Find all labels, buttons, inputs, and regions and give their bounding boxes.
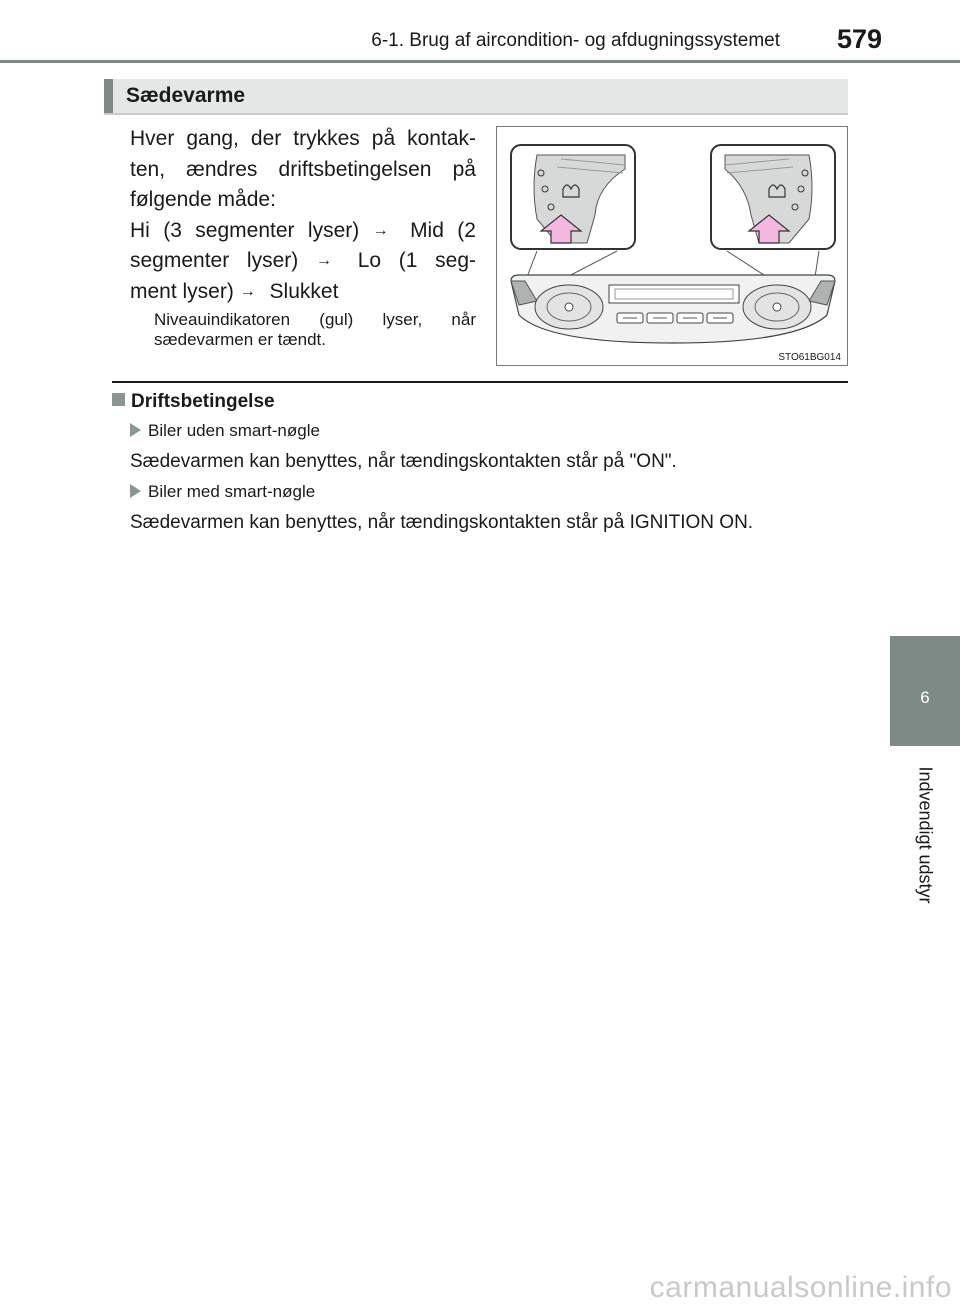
section-heading-accent — [104, 79, 113, 113]
operating-text: Sædevarmen kan benyttes, når tændingskontakten står på "ON". — [130, 451, 677, 472]
watermark: carmanualsonline.info — [649, 1271, 952, 1304]
intro-line: ten, ændres driftsbetingelsen på — [130, 157, 476, 181]
sequence-hi: Hi (3 segmenter lyser) — [130, 218, 360, 242]
section-heading-bar — [104, 79, 848, 115]
sequence-lo-cont: ment lyser) — [130, 279, 234, 303]
intro-line: følgende måde: — [130, 188, 276, 211]
sequence-line — [130, 246, 476, 277]
sequence-line — [130, 277, 476, 308]
arrow-icon: → — [372, 221, 389, 239]
header-title: 6-1. Brug af aircondition- og afdugningssystemet — [371, 30, 780, 51]
note-line: Niveauindikatoren (gul) lyser, når — [154, 310, 476, 329]
operating-heading — [112, 391, 275, 413]
dashboard-panel — [511, 275, 835, 343]
chapter-label: Indvendigt udstyr — [915, 766, 936, 904]
variant-label: Biler med smart-nøgle — [148, 482, 316, 501]
sequence-lo: Lo (1 seg- — [357, 249, 476, 272]
sequence-line — [130, 216, 476, 247]
chapter-number: 6 — [920, 688, 930, 707]
sequence-off: Slukket — [269, 279, 339, 303]
note-line: sædevarmen er tændt. — [154, 330, 326, 349]
arrow-icon: → — [315, 252, 332, 269]
right-switch-callout — [711, 145, 835, 249]
seat-heater-illustration — [497, 127, 847, 365]
variant-no-smart-key — [130, 421, 320, 441]
section-title: Sædevarme — [126, 84, 246, 107]
intro-paragraph — [130, 124, 476, 307]
triangle-bullet-icon — [130, 423, 141, 437]
callout-leader — [727, 251, 819, 277]
sequence-mid: Mid (2 — [410, 218, 476, 242]
variant-smart-key — [130, 482, 315, 502]
left-switch-callout — [511, 145, 635, 249]
sequence-mid-cont: segmenter lyser) — [130, 249, 299, 272]
seat-heater-figure — [496, 126, 848, 366]
indicator-note — [154, 310, 476, 350]
page-number: 579 — [836, 24, 882, 54]
intro-line: Hver gang, der trykkes på kontak- — [130, 127, 476, 150]
triangle-bullet-icon — [130, 484, 141, 498]
operating-heading-text: Driftsbetingelse — [131, 391, 275, 412]
operating-text: Sædevarmen kan benyttes, når tændingskontakten står på IGNITION ON. — [130, 512, 754, 533]
callout-leader — [527, 251, 617, 277]
header-rule — [0, 60, 960, 63]
variant-label: Biler uden smart-nøgle — [148, 421, 320, 440]
figure-code: STO61BG014 — [778, 352, 841, 363]
section-rule — [112, 381, 848, 383]
square-bullet-icon — [112, 393, 125, 406]
arrow-icon: → — [239, 282, 256, 300]
chapter-tab — [890, 636, 960, 746]
